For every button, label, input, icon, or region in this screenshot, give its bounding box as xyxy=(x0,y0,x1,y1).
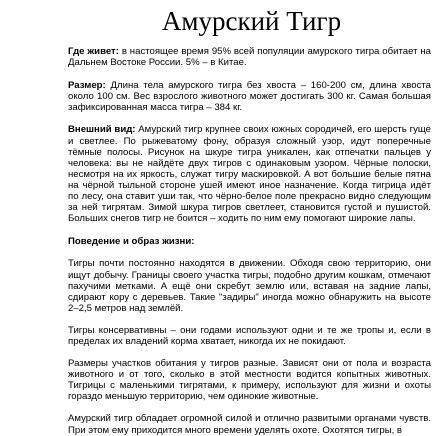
size-label: Размер: xyxy=(68,80,106,92)
appearance-paragraph xyxy=(68,124,431,224)
habitat-label: Где живет: xyxy=(68,46,119,57)
document-title: Амурский Тигр xyxy=(161,6,342,36)
behavior-paragraph-conservative: Тигры консервативны – они годами используют одни и те же тропы и, если в пределах их владений корма хватает, никогда их не покидают. xyxy=(68,324,431,347)
size-text: Длина тела амурского тигра без хвоста – 160-200 см, длина хвоста около 100 см. Вес взрослого животного может достигать 300 кг. Самая большая зафиксированная масса тигра – 384 кг. xyxy=(68,80,431,114)
behavior-heading: Поведение и образ жизни: xyxy=(68,236,195,248)
size-paragraph xyxy=(68,80,431,113)
appearance-label: Внешний вид: xyxy=(68,124,136,136)
behavior-paragraph-territory: Размеры участков обитания у тигров разные. Зависят они от пола и возраста животного и от того, сколько в этой местности водится копытных животных. Тигрицы с маленькими тигрятами, к примеру, используют для жизни и охоты гораздо меньшую территорию, чем одинокие животные. xyxy=(68,358,431,403)
habitat-paragraph xyxy=(68,46,431,68)
appearance-text: Амурский тигр крупнее своих южных сородичей, его шерсть гуще и светлее. По рыжеватому фону, образуя сложный узор, идут поперечные тёмные полосы. Рисунок на шкуре тигра уникален, как отпечатки пальцев у человека: вы не найдёте двух тигров с одинаковым узором. Чёрные полоски, несмотря на их яркость, служат тигру маскировкой. А вот большие белые пятна на чёрной тыльной стороне ушей имеют иное назначение. Когда тигрица идёт по лесу, она ставит уши так, что чёрно-белое поле прекрасно видно следующим за ней тигрятам. Зимой шкура тигров светлеет, становится густой и пушистой. Больших снегов тигр не боится – ходить по ним ему помогают широкие лапы. xyxy=(68,124,431,225)
habitat-text: в настоящее время 95% всей популяции амурского тигра обитает на Дальнем Востоке России. 5% – в Китае. xyxy=(68,46,431,69)
behavior-paragraph-movement: Тигры почти постоянно находятся в движении. Обходя свою территорию, они ищут добычу. Границы своего участка тигры, подобно другим кошкам, отмечают пахучими метками. А ещё они скребут землю или, вставая на задние лапы, сдирают кору с деревьев. Такие "задиры" иногда можно обнаружить на высоте 2–2,5 метров над землёй. xyxy=(68,258,431,314)
behavior-paragraph-strength: Амурский тигр обладает огромной силой и отлично развитыми органами чувств. При этом ему приходится много времени уделять охоте. Охотятся тигры, в xyxy=(68,413,431,436)
